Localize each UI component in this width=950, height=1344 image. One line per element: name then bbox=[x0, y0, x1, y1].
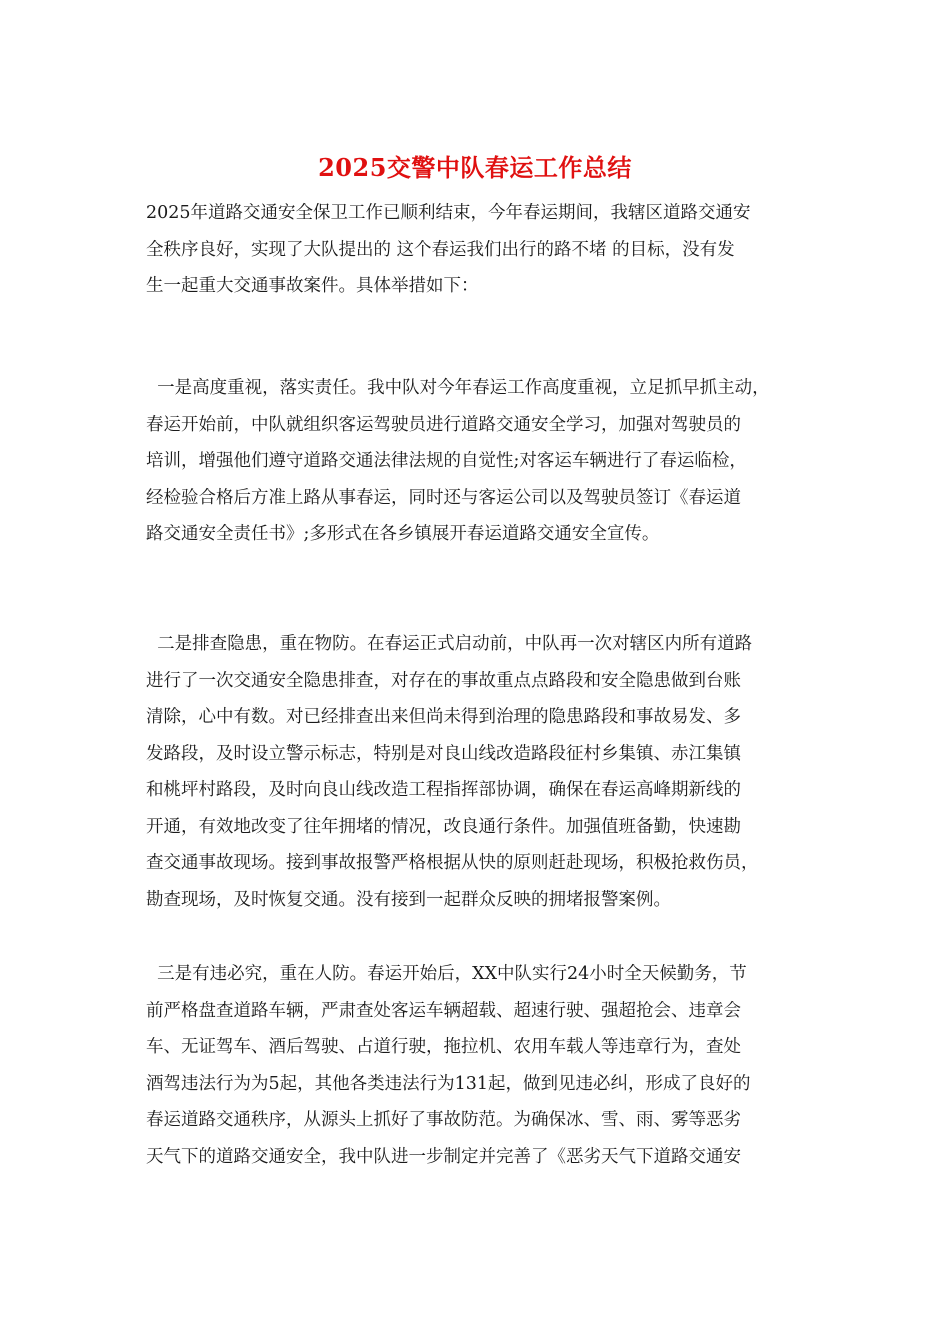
text-line: 酒驾违法行为为5起，其他各类违法行为131起，做到见违必纠，形成了良好的 bbox=[146, 1073, 751, 1094]
text-line: 全秩序良好，实现了大队提出的 这个春运我们出行的路不堵 的目标，没有发 bbox=[146, 239, 735, 260]
text-line: 一是高度重视，落实责任。我中队对今年春运工作高度重视，立足抓早抓主动， bbox=[146, 378, 770, 398]
text-line: 春运道路交通秩序，从源头上抓好了事故防范。为确保冰、雪、雨、雾等恶劣 bbox=[146, 1110, 741, 1130]
text-line: 前严格盘查道路车辆，严肃查处客运车辆超载、超速行驶、强超抢会、违章会 bbox=[146, 1000, 741, 1021]
text-line: 清除，心中有数。对已经排查出来但尚未得到治理的隐患路段和事故易发、多 bbox=[146, 707, 741, 727]
text-line: 三是有违必究，重在人防。春运开始后，XX中队实行24小时全天候勤务，节 bbox=[146, 964, 747, 984]
text-line: 培训，增强他们遵守道路交通法律法规的自觉性;对客运车辆进行了春运临检， bbox=[146, 451, 747, 471]
text-line: 和桃坪村路段，及时向良山线改造工程指挥部协调，确保在春运高峰期新线的 bbox=[146, 780, 741, 800]
text-line: 春运开始前，中队就组织客运驾驶员进行道路交通安全学习，加强对驾驶员的 bbox=[146, 414, 741, 435]
paragraph-intro bbox=[146, 195, 826, 305]
text-line: 2025年道路交通安全保卫工作已顺利结束，今年春运期间，我辖区道路交通安 bbox=[146, 203, 751, 223]
text-line: 天气下的道路交通安全，我中队进一步制定并完善了《恶劣天气下道路交通安 bbox=[146, 1146, 741, 1167]
text-line: 生一起重大交通事故案件。具体举措如下： bbox=[146, 276, 479, 296]
text-line: 车、无证驾车、酒后驾驶、占道行驶，拖拉机、农用车载人等违章行为，查处 bbox=[146, 1037, 741, 1057]
text-line: 查交通事故现场。接到事故报警严格根据从快的原则赶赴现场，积极抢救伤员， bbox=[146, 853, 759, 873]
text-line: 经检验合格后方准上路从事春运，同时还与客运公司以及驾驶员签订《春运道 bbox=[146, 487, 741, 508]
paragraph-three bbox=[146, 956, 826, 1175]
text-line: 路交通安全责任书》;多形式在各乡镇展开春运道路交通安全宣传。 bbox=[146, 524, 660, 544]
text-line: 二是排查隐患，重在物防。在春运正式启动前，中队再一次对辖区内所有道路 bbox=[146, 634, 753, 654]
paragraph-one bbox=[146, 370, 826, 553]
document-title: 2025交警中队春运工作总结 bbox=[318, 153, 632, 182]
text-line: 进行了一次交通安全隐患排查，对存在的事故重点点路段和安全隐患做到台账 bbox=[146, 670, 741, 691]
paragraph-two bbox=[146, 626, 826, 918]
text-line: 开通，有效地改变了往年拥堵的情况，改良通行条件。加强值班备勤，快速勘 bbox=[146, 816, 741, 837]
text-line: 发路段，及时设立警示标志，特别是对良山线改造路段征村乡集镇、赤江集镇 bbox=[146, 743, 741, 764]
text-line: 勘查现场，及时恢复交通。没有接到一起群众反映的拥堵报警案例。 bbox=[146, 889, 671, 910]
